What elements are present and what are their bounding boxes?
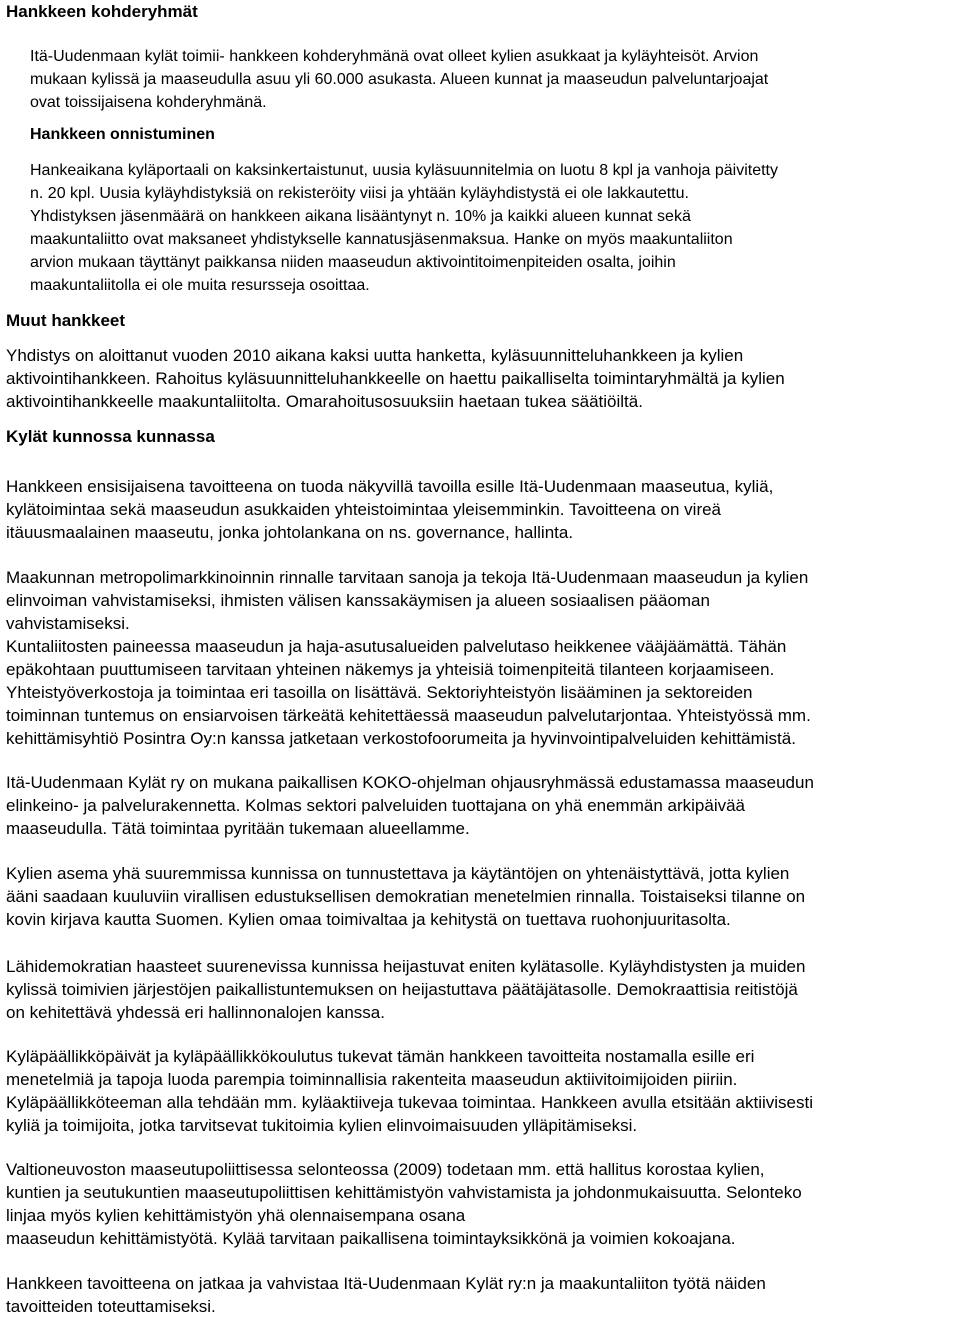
paragraph-muut-hankkeet [6,344,785,413]
text-line: kuntien ja seutukuntien maaseutupoliittisen kehittämistyön vahvistamista ja johdonmukaisuutta. Selonteko [6,1183,802,1202]
text-line: Itä-Uudenmaan Kylät ry on mukana paikallisen KOKO-ohjelman ohjausryhmässä edustamassa maaseudun [6,773,814,792]
text-line: maaseudulla. Tätä toimintaa pyritään tukemaan alueellamme. [6,819,470,838]
text-line: ovat toissijaisena kohderyhmänä. [30,94,267,111]
heading-text: Kylät kunnossa kunnassa [6,427,215,446]
paragraph-jatkaa [6,1272,766,1318]
text-line: aktivointihankkeen. Rahoitus kyläsuunnitteluhankkeelle on haettu paikalliselta toimintaryhmältä ja kylien [6,369,785,388]
heading-text: Muut hankkeet [6,311,126,330]
section-heading-kylat-kunnossa [6,425,215,448]
paragraph-kylapaallikko [6,1045,813,1137]
text-line: toiminnan tuntemus on ensiarvoisen tärkeätä kehitettäessä maaseudun palvelutarjontaa. Yhteistyössä mm. [6,706,811,725]
text-line: Kylien asema yhä suuremmissa kunnissa on tunnustettava ja käytäntöjen on yhtenäistyttävä, jotta kylien [6,864,790,883]
text-line: maakuntaliitolla ei ole muita resursseja osoittaa. [30,277,370,294]
paragraph-koko [6,771,814,840]
text-line: kovin kirjava kautta Suomen. Kylien omaa toimivaltaa ja kehitystä on tuettava ruohonjuuritasolta. [6,910,731,929]
text-line: on kehitettävä yhdessä eri hallinnonalojen kanssa. [6,1003,385,1022]
text-line: maaseudun kehittämistyötä. Kylää tarvitaan paikallisena toimintayksikkönä ja voimien kokoajana. [6,1229,736,1248]
text-line: elinkeino- ja palvelurakennetta. Kolmas sektori palveluiden tuottajana on yhä enemmän arkipäivää [6,796,746,815]
text-line: kyliä ja toimijoita, jotka tarvitsevat tukitoimia kylien elinvoimaisuuden ylläpitämiseksi. [6,1116,638,1135]
text-line: maakuntaliitto ovat maksaneet yhdistykselle kannatusjäsenmaksua. Hanke on myös maakuntaliiton [30,231,733,248]
text-line: Hankkeen ensisijaisena tavoitteena on tuoda näkyvillä tavoilla esille Itä-Uudenmaan maaseutua, kyliä, [6,477,774,496]
section-heading-muut-hankkeet [6,309,125,332]
text-line: elinvoiman vahvistamiseksi, ihmisten välisen kanssakäymisen ja alueen sosiaalisen pääoman [6,591,710,610]
text-line: kehittämisyhtiö Posintra Oy:n kanssa jatketaan verkostofoorumeita ja hyvinvointipalveluiden kehittämistä. [6,729,796,748]
text-line: mukaan kylissä ja maaseudulla asuu yli 60.000 asukasta. Alueen kunnat ja maaseudun palveluntarjoajat [30,71,769,88]
text-line: arvion mukaan täyttänyt paikkansa niiden maaseudun aktivointitoimenpiteiden osalta, joihin [30,254,676,271]
text-line: vahvistamiseksi. [6,614,130,633]
text-line: aktivointihankkeelle maakuntaliitolta. Omarahoitusosuuksiin haetaan tukea säätiöiltä. [6,392,643,411]
text-line: Yhdistys on aloittanut vuoden 2010 aikana kaksi uutta hanketta, kyläsuunnitteluhankkeen ja kylien [6,346,744,365]
text-line: Yhteistyöverkostoja ja toimintaa eri tasoilla on lisättävä. Sektoriyhteistyön lisääminen ja sektoreiden [6,683,753,702]
paragraph-valtioneuvosto [6,1158,802,1250]
paragraph-kohderyhmat [30,45,768,114]
text-line: Kyläpäällikköteeman alla tehdään mm. kyläaktiiveja tukevaa toimintaa. Hankkeen avulla etsitään aktiivisesti [6,1093,813,1112]
section-heading-onnistuminen [30,123,215,146]
text-line: Kuntaliitosten paineessa maaseudun ja haja-asutusalueiden palvelutaso heikkenee vääjäämättä. Tähän [6,637,787,656]
text-line: menetelmiä ja tapoja luoda parempia toiminnallisia rakenteita maaseudun aktiivitoimijoiden piiriin. [6,1070,738,1089]
heading-text: Hankkeen onnistuminen [30,126,215,143]
text-line: epäkohtaan puuttumiseen tarvitaan yhteinen näkemys ja yhteisiä toimenpiteitä tilanteen korjaamiseen. [6,660,775,679]
text-line: kylissä toimivien järjestöjen paikallistuntemuksen on heijastuttava päätäjätasolle. Demokraattisia reitistöjä [6,980,798,999]
text-line: Itä-Uudenmaan kylät toimii- hankkeen kohderyhmänä ovat olleet kylien asukkaat ja kyläyhteisöt. Arvion [30,48,759,65]
text-line: tavoitteiden toteuttamiseksi. [6,1297,216,1316]
text-line: linjaa myös kylien kehittämistyön yhä olennaisempana osana [6,1206,466,1225]
text-line: Kyläpäällikköpäivät ja kyläpäällikkökoulutus tukevat tämän hankkeen tavoitteita nostamalla esille eri [6,1047,755,1066]
text-line: n. 20 kpl. Uusia kyläyhdistyksiä on rekisteröity viisi ja yhtään kyläyhdistystä ei ole lakkautettu. [30,185,689,202]
paragraph-kylien-asema [6,862,805,931]
text-line: Maakunnan metropolimarkkinoinnin rinnalle tarvitaan sanoja ja tekoja Itä-Uudenmaan maaseudun ja kylien [6,568,809,587]
paragraph-metropoli [6,566,811,750]
paragraph-lahidemokratia [6,955,805,1024]
text-line: Hankkeen tavoitteena on jatkaa ja vahvistaa Itä-Uudenmaan Kylät ry:n ja maakuntaliiton työtä näiden [6,1274,766,1293]
text-line: Yhdistyksen jäsenmäärä on hankkeen aikana lisääntynyt n. 10% ja kaikki alueen kunnat sekä [30,208,691,225]
heading-text: Hankkeen kohderyhmät [6,2,198,21]
section-heading-kohderyhmat [6,0,198,23]
paragraph-tavoite [6,475,773,544]
text-line: itäuusmaalainen maaseutu, jonka johtolankana on ns. governance, hallinta. [6,523,574,542]
text-line: ääni saadaan kuuluviin virallisen edustuksellisen demokratian menetelmien rinnalla. Toistaiseksi tilanne on [6,887,806,906]
text-line: Lähidemokratian haasteet suurenevissa kunnissa heijastuvat eniten kylätasolle. Kyläyhdistysten ja muiden [6,957,806,976]
text-line: Valtioneuvoston maaseutupoliittisessa selonteossa (2009) todetaan mm. että hallitus korostaa kylien, [6,1160,765,1179]
paragraph-onnistuminen [30,159,778,297]
text-line: kylätoimintaa sekä maaseudun asukkaiden yhteistoimintaa yleisemminkin. Tavoitteena on vireä [6,500,722,519]
text-line: Hankeaikana kyläportaali on kaksinkertaistunut, uusia kyläsuunnitelmia on luotu 8 kpl ja vanhoja päivitetty [30,162,778,179]
